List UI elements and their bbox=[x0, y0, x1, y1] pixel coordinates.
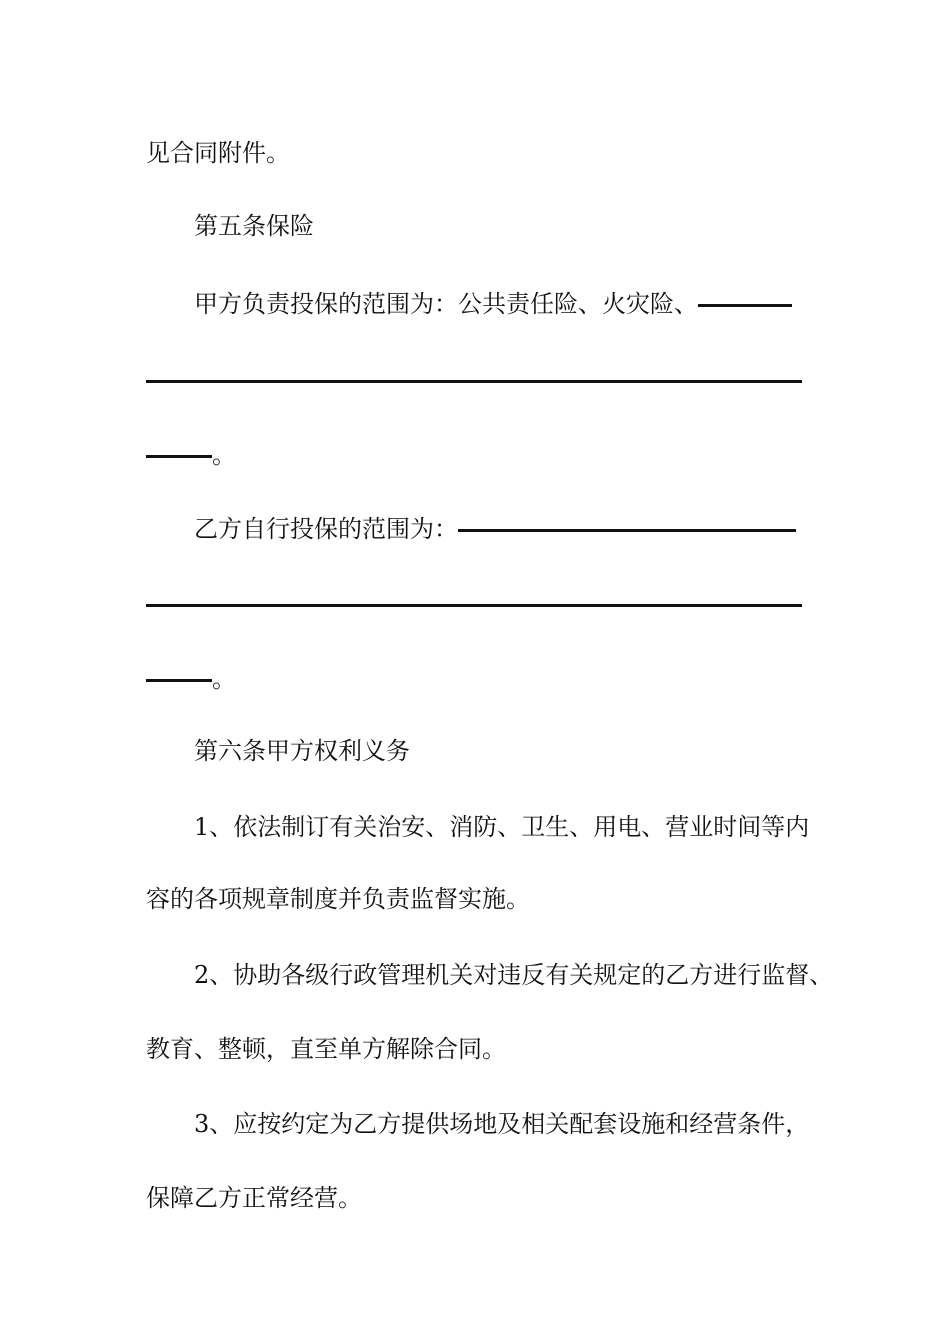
fill-in-blank bbox=[458, 529, 796, 532]
paragraph-continuation: 见合同附件。 bbox=[146, 139, 290, 167]
article-6-item-1-cont: 容的各项规章制度并负责监督实施。 bbox=[146, 885, 530, 913]
party-b-blank-end bbox=[146, 664, 816, 694]
party-a-blank-end bbox=[146, 440, 816, 470]
party-b-insurance-label: 乙方自行投保的范围为： bbox=[194, 515, 458, 543]
article-6-item-2-cont: 教育、整顿，直至单方解除合同。 bbox=[146, 1035, 506, 1063]
sentence-end: 。 bbox=[212, 665, 236, 693]
article-6-item-1: 1、依法制订有关治安、消防、卫生、用电、营业时间等内 bbox=[194, 813, 810, 841]
article-6-item-2: 2、协助各级行政管理机关对违反有关规定的乙方进行监督、 bbox=[194, 961, 834, 989]
article-6-item-3-cont: 保障乙方正常经营。 bbox=[146, 1184, 362, 1212]
party-a-insurance-label: 甲方负责投保的范围为：公共责任险、火灾险、 bbox=[194, 290, 698, 318]
fill-in-blank bbox=[146, 604, 802, 607]
fill-in-blank bbox=[698, 304, 792, 307]
article-5-party-a-clause bbox=[194, 289, 864, 319]
sentence-end: 。 bbox=[212, 441, 236, 469]
article-5-title: 第五条保险 bbox=[194, 212, 314, 240]
article-6-item-3: 3、应按约定为乙方提供场地及相关配套设施和经营条件， bbox=[194, 1110, 810, 1138]
article-5-party-b-clause bbox=[194, 514, 864, 544]
fill-in-blank bbox=[146, 455, 212, 458]
fill-in-blank bbox=[146, 679, 212, 682]
article-6-title: 第六条甲方权利义务 bbox=[194, 737, 410, 765]
fill-in-blank bbox=[146, 380, 802, 383]
